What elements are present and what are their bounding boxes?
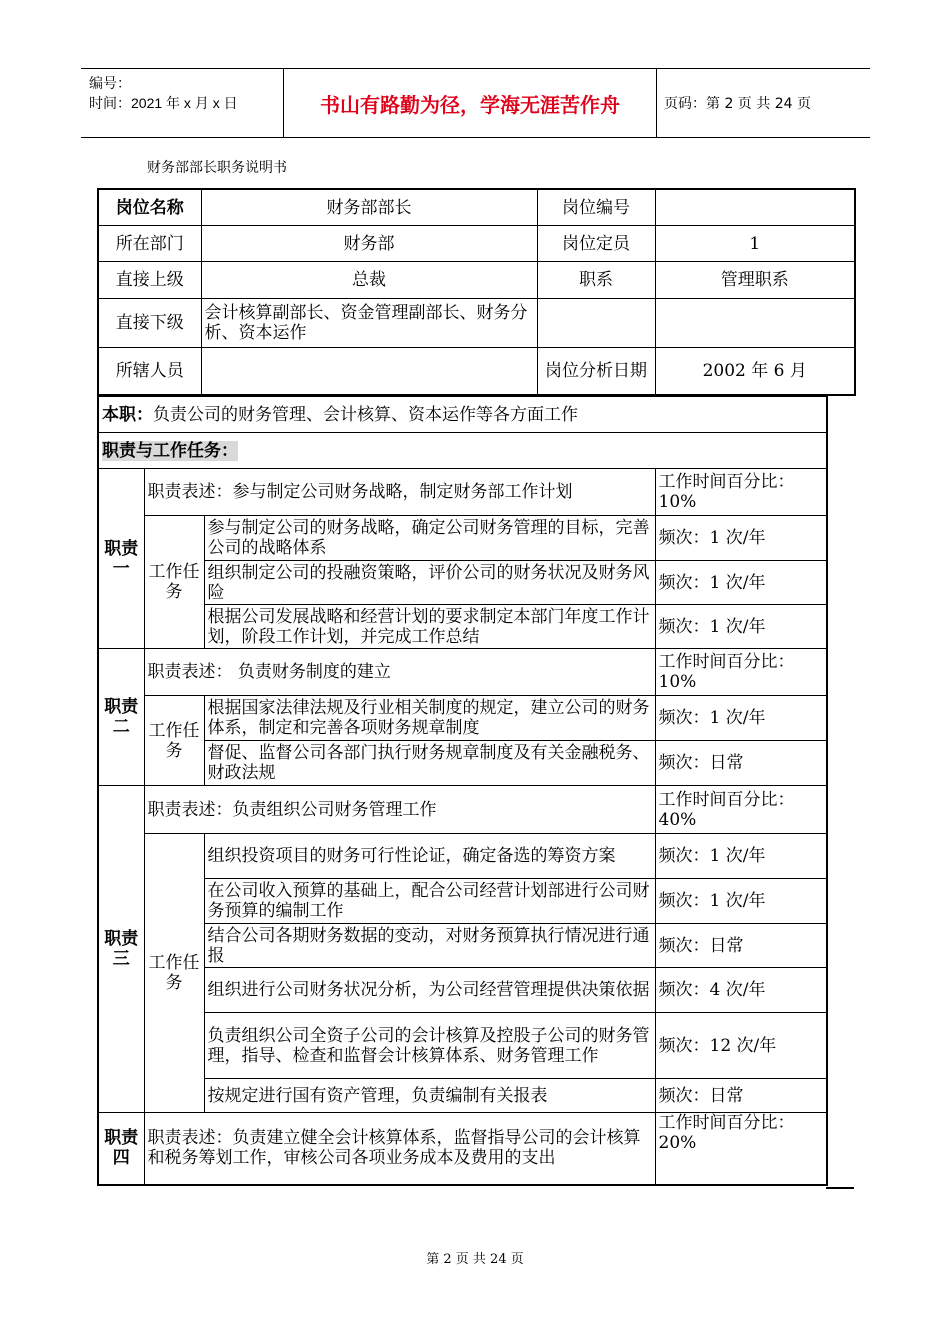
task-text: 根据公司发展战略和经营计划的要求制定本部门年度工作计划，阶段工作计划，并完成工作总结 (204, 605, 655, 649)
duty-time-pct: 工作时间百分比：20% (655, 1113, 827, 1185)
department-label: 所在部门 (98, 226, 201, 262)
duty-description: 职责表述： 负责财务制度的建立 (144, 649, 655, 696)
staff (201, 348, 537, 396)
page-header (81, 68, 870, 138)
empty-cell (537, 299, 655, 348)
duty-label: 职责三 (98, 786, 144, 1113)
analysis-date-label: 岗位分析日期 (537, 348, 655, 396)
task-freq: 频次：日常 (655, 924, 827, 968)
task-label: 工作任务 (144, 516, 204, 649)
duty-label: 职责四 (98, 1113, 144, 1185)
task-label: 工作任务 (144, 834, 204, 1113)
duty-label: 职责一 (98, 469, 144, 649)
duty-time-pct: 工作时间百分比：40% (655, 786, 827, 834)
task-text: 参与制定公司的财务战略，确定公司财务管理的目标，完善公司的战略体系 (204, 516, 655, 561)
task-freq: 频次：1 次/年 (655, 605, 827, 649)
duty-description: 职责表述：负责建立健全会计核算体系，监督指导公司的会计核算和税务筹划工作，审核公司各项业务成本及费用的支出 (144, 1113, 655, 1185)
task-text: 组织制定公司的投融资策略，评价公司的财务状况及财务风险 (204, 561, 655, 605)
task-text: 根据国家法律法规及行业相关制度的规定，建立公司的财务体系，制定和完善各项财务规章制度 (204, 696, 655, 741)
task-text: 按规定进行国有资产管理，负责编制有关报表 (204, 1079, 655, 1113)
task-freq: 频次：1 次/年 (655, 879, 827, 924)
task-text: 组织进行公司财务状况分析，为公司经营管理提供决策依据 (204, 968, 655, 1013)
table-rule (826, 1187, 854, 1189)
task-text: 在公司收入预算的基础上，配合公司经营计划部进行公司财务预算的编制工作 (204, 879, 655, 924)
post-name-label: 岗位名称 (98, 189, 201, 226)
page-info: 页码：第 2 页 共 24 页 (664, 96, 811, 112)
subordinate-label: 直接下级 (98, 299, 201, 348)
department: 财务部 (201, 226, 537, 262)
task-text: 结合公司各期财务数据的变动，对财务预算执行情况进行通报 (204, 924, 655, 968)
page-footer: 第 2 页 共 24 页 (426, 1252, 524, 1267)
headcount: 1 (655, 226, 855, 262)
duty-time-pct: 工作时间百分比：10% (655, 649, 827, 696)
duties-heading: 职责与工作任务： (102, 440, 238, 461)
task-text: 负责组织公司全资子公司的会计核算及控股子公司的财务管理，指导、检查和监督会计核算体系、财务管理工作 (204, 1013, 655, 1079)
task-freq: 频次：1 次/年 (655, 696, 827, 741)
duty-time-pct: 工作时间百分比：10% (655, 469, 827, 516)
task-freq: 频次：1 次/年 (655, 834, 827, 879)
main-duty-text: 负责公司的财务管理、会计核算、资本运作等各方面工作 (153, 404, 578, 425)
series: 管理职系 (655, 262, 855, 299)
number-label: 编号： (89, 75, 131, 91)
main-duty-row (98, 397, 827, 433)
staff-label: 所辖人员 (98, 348, 201, 396)
time-label: 时间：2021 年 x 月 x 日 (89, 95, 238, 111)
task-freq: 频次：日常 (655, 741, 827, 786)
duty-label: 职责二 (98, 649, 144, 786)
task-freq: 频次：日常 (655, 1079, 827, 1113)
post-number-label: 岗位编号 (537, 189, 655, 226)
superior-label: 直接上级 (98, 262, 201, 299)
task-freq: 频次：1 次/年 (655, 516, 827, 561)
motto: 书山有路勤为径，学海无涯苦作舟 (283, 69, 657, 137)
duties-heading-row (98, 433, 827, 469)
task-freq: 频次：12 次/年 (655, 1013, 827, 1079)
basic-info-table (97, 188, 856, 396)
duty-description: 职责表述：负责组织公司财务管理工作 (144, 786, 655, 834)
duties-table (97, 396, 828, 1186)
task-freq: 频次：4 次/年 (655, 968, 827, 1013)
post-name: 财务部部长 (201, 189, 537, 226)
task-label: 工作任务 (144, 696, 204, 786)
empty-cell (655, 299, 855, 348)
header-meta (81, 69, 283, 137)
task-text: 督促、监督公司各部门执行财务规章制度及有关金融税务、财政法规 (204, 741, 655, 786)
superior: 总裁 (201, 262, 537, 299)
headcount-label: 岗位定员 (537, 226, 655, 262)
series-label: 职系 (537, 262, 655, 299)
subordinate: 会计核算副部长、资金管理副部长、财务分析、资本运作 (201, 299, 537, 348)
task-text: 组织投资项目的财务可行性论证，确定备选的筹资方案 (204, 834, 655, 879)
post-number (655, 189, 855, 226)
doc-title: 财务部部长职务说明书 (147, 160, 287, 176)
analysis-date: 2002 年 6 月 (655, 348, 855, 396)
task-freq: 频次：1 次/年 (655, 561, 827, 605)
duty-description: 职责表述：参与制定公司财务战略，制定财务部工作计划 (144, 469, 655, 516)
main-duty-label: 本职： (102, 404, 153, 425)
